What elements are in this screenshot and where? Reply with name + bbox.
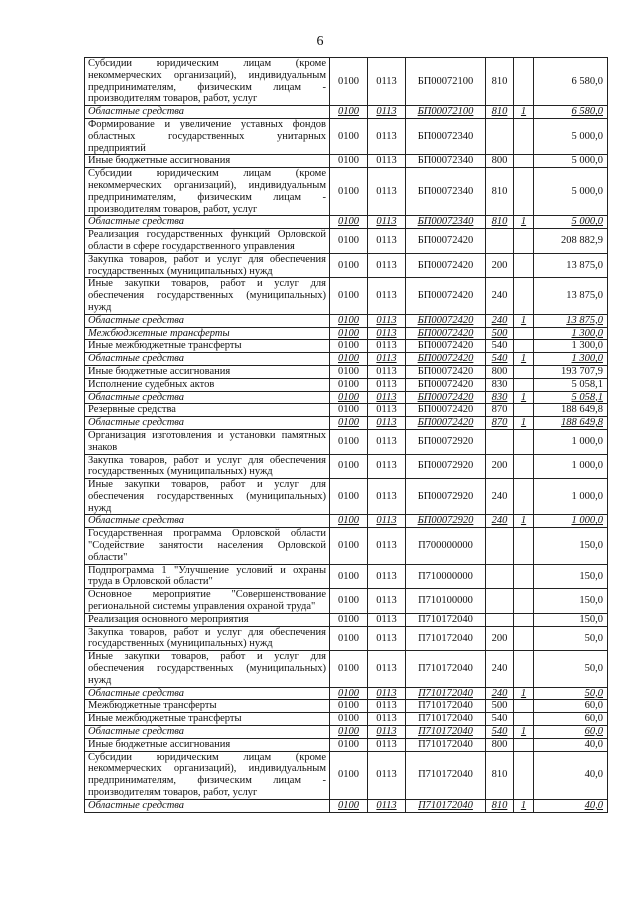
row-source-code: 1 [514, 216, 534, 229]
row-section-code: 0100 [330, 253, 368, 278]
row-expense-type-code: 830 [486, 391, 514, 404]
table-row [85, 327, 608, 340]
table-row [85, 155, 608, 168]
row-expense-type-code [486, 229, 514, 254]
row-expense-type-code [486, 118, 514, 154]
row-expense-type-code: 810 [486, 799, 514, 812]
row-amount: 150,0 [534, 528, 608, 564]
row-amount: 40,0 [534, 799, 608, 812]
row-expense-type-code: 240 [486, 314, 514, 327]
table-row [85, 726, 608, 739]
table-row [85, 106, 608, 119]
row-section-code: 0100 [330, 726, 368, 739]
row-expense-type-code: 870 [486, 404, 514, 417]
row-name: Субсидии юридическим лицам (кроме некоммерческих организаций), индивидуальным предпринимателям, физическим лицам - производителям товаров, работ, услуг [85, 751, 330, 799]
row-expense-type-code: 240 [486, 278, 514, 314]
row-section-code: 0100 [330, 454, 368, 479]
row-source-code [514, 168, 534, 216]
row-section-code: 0100 [330, 626, 368, 651]
row-section-code: 0100 [330, 589, 368, 614]
row-name: Реализация основного мероприятия [85, 613, 330, 626]
row-target-article-code: П710172040 [406, 700, 486, 713]
row-name: Иные бюджетные ассигнования [85, 155, 330, 168]
row-amount: 188 649,8 [534, 404, 608, 417]
row-target-article-code: П710172040 [406, 651, 486, 687]
row-expense-type-code: 240 [486, 515, 514, 528]
row-section-code: 0100 [330, 515, 368, 528]
row-source-code [514, 278, 534, 314]
row-amount: 60,0 [534, 726, 608, 739]
row-name: Субсидии юридическим лицам (кроме некоммерческих организаций), индивидуальным предпринимателям, физическим лицам - производителям товаров, работ, услуг [85, 58, 330, 106]
row-subsection-code: 0113 [368, 229, 406, 254]
row-target-article-code: БП00072420 [406, 314, 486, 327]
row-subsection-code: 0113 [368, 700, 406, 713]
row-expense-type-code [486, 613, 514, 626]
row-amount: 208 882,9 [534, 229, 608, 254]
row-source-code: 1 [514, 515, 534, 528]
row-name: Иные закупки товаров, работ и услуг для обеспечения государственных (муниципальных) нужд [85, 651, 330, 687]
row-section-code: 0100 [330, 687, 368, 700]
row-source-code [514, 229, 534, 254]
row-expense-type-code: 830 [486, 378, 514, 391]
row-section-code: 0100 [330, 799, 368, 812]
row-source-code [514, 713, 534, 726]
row-name: Областные средства [85, 687, 330, 700]
table-row [85, 278, 608, 314]
row-target-article-code: П710000000 [406, 564, 486, 589]
row-source-code: 1 [514, 799, 534, 812]
row-target-article-code: БП00072420 [406, 404, 486, 417]
row-name: Областные средства [85, 515, 330, 528]
row-name: Иные межбюджетные трансферты [85, 713, 330, 726]
row-amount: 150,0 [534, 564, 608, 589]
row-name: Областные средства [85, 726, 330, 739]
row-amount: 1 000,0 [534, 479, 608, 515]
row-subsection-code: 0113 [368, 515, 406, 528]
row-subsection-code: 0113 [368, 687, 406, 700]
row-source-code [514, 564, 534, 589]
row-amount: 1 000,0 [534, 454, 608, 479]
row-subsection-code: 0113 [368, 314, 406, 327]
row-section-code: 0100 [330, 365, 368, 378]
row-source-code [514, 528, 534, 564]
row-name: Иные закупки товаров, работ и услуг для обеспечения государственных (муниципальных) нужд [85, 479, 330, 515]
table-row [85, 479, 608, 515]
table-row [85, 429, 608, 454]
row-target-article-code: П710172040 [406, 713, 486, 726]
row-name: Иные закупки товаров, работ и услуг для обеспечения государственных (муниципальных) нужд [85, 278, 330, 314]
table-row [85, 314, 608, 327]
row-subsection-code: 0113 [368, 118, 406, 154]
row-expense-type-code: 800 [486, 155, 514, 168]
row-section-code: 0100 [330, 417, 368, 430]
row-subsection-code: 0113 [368, 738, 406, 751]
row-amount: 1 300,0 [534, 340, 608, 353]
row-subsection-code: 0113 [368, 626, 406, 651]
row-amount: 5 000,0 [534, 155, 608, 168]
row-expense-type-code: 810 [486, 168, 514, 216]
table-row [85, 799, 608, 812]
row-expense-type-code: 200 [486, 454, 514, 479]
row-subsection-code: 0113 [368, 353, 406, 366]
row-expense-type-code: 810 [486, 216, 514, 229]
table-row [85, 365, 608, 378]
row-amount: 5 058,1 [534, 378, 608, 391]
table-row [85, 738, 608, 751]
row-amount: 40,0 [534, 751, 608, 799]
row-target-article-code: БП00072920 [406, 515, 486, 528]
row-source-code [514, 404, 534, 417]
row-subsection-code: 0113 [368, 58, 406, 106]
row-subsection-code: 0113 [368, 216, 406, 229]
row-name: Основное мероприятие "Совершенствование региональной системы управления охраной труда" [85, 589, 330, 614]
table-row [85, 700, 608, 713]
row-subsection-code: 0113 [368, 651, 406, 687]
row-subsection-code: 0113 [368, 378, 406, 391]
row-amount: 1 000,0 [534, 429, 608, 454]
table-row [85, 391, 608, 404]
row-target-article-code: БП00072420 [406, 340, 486, 353]
row-name: Иные межбюджетные трансферты [85, 340, 330, 353]
row-source-code [514, 651, 534, 687]
row-section-code: 0100 [330, 479, 368, 515]
row-amount: 50,0 [534, 651, 608, 687]
row-source-code: 1 [514, 687, 534, 700]
row-expense-type-code: 540 [486, 353, 514, 366]
row-target-article-code: БП00072920 [406, 429, 486, 454]
row-section-code: 0100 [330, 738, 368, 751]
row-name: Областные средства [85, 799, 330, 812]
row-target-article-code: БП00072100 [406, 58, 486, 106]
table-row [85, 168, 608, 216]
row-section-code: 0100 [330, 340, 368, 353]
row-subsection-code: 0113 [368, 429, 406, 454]
row-expense-type-code: 200 [486, 253, 514, 278]
row-section-code: 0100 [330, 106, 368, 119]
row-name: Иные бюджетные ассигнования [85, 365, 330, 378]
row-subsection-code: 0113 [368, 417, 406, 430]
row-subsection-code: 0113 [368, 391, 406, 404]
row-target-article-code: БП00072420 [406, 391, 486, 404]
row-name: Резервные средства [85, 404, 330, 417]
row-source-code [514, 700, 534, 713]
row-section-code: 0100 [330, 391, 368, 404]
row-target-article-code: П710172040 [406, 751, 486, 799]
row-subsection-code: 0113 [368, 253, 406, 278]
row-section-code: 0100 [330, 378, 368, 391]
row-expense-type-code: 800 [486, 365, 514, 378]
row-target-article-code: БП00072100 [406, 106, 486, 119]
row-subsection-code: 0113 [368, 365, 406, 378]
row-target-article-code: П710172040 [406, 799, 486, 812]
row-amount: 1 300,0 [534, 327, 608, 340]
row-subsection-code: 0113 [368, 528, 406, 564]
row-amount: 6 580,0 [534, 58, 608, 106]
row-amount: 6 580,0 [534, 106, 608, 119]
row-section-code: 0100 [330, 278, 368, 314]
row-amount: 188 649,8 [534, 417, 608, 430]
row-expense-type-code: 810 [486, 106, 514, 119]
row-name: Межбюджетные трансферты [85, 327, 330, 340]
row-section-code: 0100 [330, 216, 368, 229]
row-amount: 13 875,0 [534, 253, 608, 278]
table-row [85, 613, 608, 626]
row-source-code: 1 [514, 106, 534, 119]
row-amount: 150,0 [534, 589, 608, 614]
row-subsection-code: 0113 [368, 327, 406, 340]
row-source-code: 1 [514, 314, 534, 327]
row-section-code: 0100 [330, 229, 368, 254]
row-source-code [514, 479, 534, 515]
row-target-article-code: БП00072340 [406, 155, 486, 168]
row-expense-type-code [486, 564, 514, 589]
row-amount: 150,0 [534, 613, 608, 626]
row-target-article-code: БП00072920 [406, 479, 486, 515]
row-subsection-code: 0113 [368, 454, 406, 479]
row-section-code: 0100 [330, 327, 368, 340]
row-section-code: 0100 [330, 404, 368, 417]
table-row [85, 340, 608, 353]
row-target-article-code: П710172040 [406, 613, 486, 626]
row-name: Закупка товаров, работ и услуг для обеспечения государственных (муниципальных) нужд [85, 454, 330, 479]
budget-table [84, 57, 608, 813]
row-source-code [514, 118, 534, 154]
row-amount: 1 000,0 [534, 515, 608, 528]
row-target-article-code: БП00072420 [406, 353, 486, 366]
row-amount: 5 000,0 [534, 118, 608, 154]
row-name: Областные средства [85, 391, 330, 404]
row-source-code [514, 253, 534, 278]
row-name: Иные бюджетные ассигнования [85, 738, 330, 751]
row-subsection-code: 0113 [368, 799, 406, 812]
row-target-article-code: П710172040 [406, 738, 486, 751]
row-section-code: 0100 [330, 651, 368, 687]
table-row [85, 713, 608, 726]
row-amount: 50,0 [534, 687, 608, 700]
row-name: Межбюджетные трансферты [85, 700, 330, 713]
row-expense-type-code: 810 [486, 58, 514, 106]
row-source-code [514, 58, 534, 106]
row-target-article-code: БП00072420 [406, 365, 486, 378]
row-amount: 5 000,0 [534, 216, 608, 229]
table-row [85, 687, 608, 700]
table-row [85, 353, 608, 366]
row-subsection-code: 0113 [368, 106, 406, 119]
row-name: Областные средства [85, 314, 330, 327]
row-subsection-code: 0113 [368, 404, 406, 417]
row-target-article-code: П710100000 [406, 589, 486, 614]
row-source-code: 1 [514, 417, 534, 430]
row-source-code [514, 751, 534, 799]
row-amount: 13 875,0 [534, 278, 608, 314]
row-subsection-code: 0113 [368, 278, 406, 314]
row-subsection-code: 0113 [368, 479, 406, 515]
row-source-code: 1 [514, 353, 534, 366]
row-section-code: 0100 [330, 751, 368, 799]
table-row [85, 751, 608, 799]
row-expense-type-code: 500 [486, 327, 514, 340]
row-source-code: 1 [514, 726, 534, 739]
row-section-code: 0100 [330, 314, 368, 327]
row-source-code [514, 454, 534, 479]
row-subsection-code: 0113 [368, 726, 406, 739]
table-row [85, 454, 608, 479]
row-expense-type-code [486, 429, 514, 454]
row-expense-type-code: 540 [486, 713, 514, 726]
row-expense-type-code [486, 589, 514, 614]
row-target-article-code: П710172040 [406, 687, 486, 700]
row-target-article-code: БП00072420 [406, 229, 486, 254]
row-expense-type-code: 240 [486, 687, 514, 700]
row-section-code: 0100 [330, 700, 368, 713]
table-row [85, 564, 608, 589]
page-number: 6 [316, 34, 324, 49]
row-target-article-code: БП00072920 [406, 454, 486, 479]
row-target-article-code: БП00072340 [406, 216, 486, 229]
row-section-code: 0100 [330, 528, 368, 564]
row-section-code: 0100 [330, 58, 368, 106]
row-section-code: 0100 [330, 118, 368, 154]
row-expense-type-code: 870 [486, 417, 514, 430]
row-name: Субсидии юридическим лицам (кроме некоммерческих организаций), индивидуальным предпринимателям, физическим лицам - производителям товаров, работ, услуг [85, 168, 330, 216]
row-subsection-code: 0113 [368, 564, 406, 589]
row-name: Формирование и увеличение уставных фондов областных государственных унитарных предприятий [85, 118, 330, 154]
row-subsection-code: 0113 [368, 155, 406, 168]
row-amount: 60,0 [534, 713, 608, 726]
row-source-code [514, 429, 534, 454]
row-expense-type-code: 200 [486, 626, 514, 651]
row-section-code: 0100 [330, 429, 368, 454]
row-target-article-code: П710172040 [406, 626, 486, 651]
table-row [85, 253, 608, 278]
row-source-code [514, 365, 534, 378]
row-source-code [514, 613, 534, 626]
row-name: Областные средства [85, 106, 330, 119]
row-amount: 1 300,0 [534, 353, 608, 366]
row-target-article-code: П700000000 [406, 528, 486, 564]
row-expense-type-code: 810 [486, 751, 514, 799]
row-subsection-code: 0113 [368, 751, 406, 799]
row-section-code: 0100 [330, 353, 368, 366]
row-subsection-code: 0113 [368, 589, 406, 614]
row-name: Областные средства [85, 216, 330, 229]
table-row [85, 229, 608, 254]
row-amount: 193 707,9 [534, 365, 608, 378]
table-row [85, 589, 608, 614]
row-expense-type-code [486, 528, 514, 564]
table-row [85, 378, 608, 391]
row-name: Областные средства [85, 417, 330, 430]
row-target-article-code: БП00072420 [406, 378, 486, 391]
row-section-code: 0100 [330, 713, 368, 726]
row-target-article-code: БП00072420 [406, 327, 486, 340]
row-target-article-code: БП00072420 [406, 253, 486, 278]
table-row [85, 417, 608, 430]
row-target-article-code: БП00072340 [406, 118, 486, 154]
table-row [85, 626, 608, 651]
row-amount: 5 058,1 [534, 391, 608, 404]
row-name: Государственная программа Орловской области "Содействие занятости населения Орловской области" [85, 528, 330, 564]
row-subsection-code: 0113 [368, 340, 406, 353]
row-expense-type-code: 800 [486, 738, 514, 751]
row-section-code: 0100 [330, 168, 368, 216]
row-section-code: 0100 [330, 613, 368, 626]
table-row [85, 216, 608, 229]
row-amount: 50,0 [534, 626, 608, 651]
row-amount: 13 875,0 [534, 314, 608, 327]
table-row [85, 58, 608, 106]
table-row [85, 528, 608, 564]
table-row [85, 515, 608, 528]
row-source-code [514, 378, 534, 391]
row-name: Закупка товаров, работ и услуг для обеспечения государственных (муниципальных) нужд [85, 626, 330, 651]
table-row [85, 404, 608, 417]
row-target-article-code: БП00072420 [406, 278, 486, 314]
row-name: Реализация государственных функций Орловской области в сфере государственного управления [85, 229, 330, 254]
row-name: Закупка товаров, работ и услуг для обеспечения государственных (муниципальных) нужд [85, 253, 330, 278]
row-name: Областные средства [85, 353, 330, 366]
row-amount: 40,0 [534, 738, 608, 751]
row-name: Исполнение судебных актов [85, 378, 330, 391]
row-section-code: 0100 [330, 155, 368, 168]
row-subsection-code: 0113 [368, 613, 406, 626]
row-source-code [514, 626, 534, 651]
table-row [85, 118, 608, 154]
row-subsection-code: 0113 [368, 713, 406, 726]
row-expense-type-code: 540 [486, 726, 514, 739]
row-section-code: 0100 [330, 564, 368, 589]
row-expense-type-code: 240 [486, 479, 514, 515]
row-source-code [514, 340, 534, 353]
row-source-code: 1 [514, 391, 534, 404]
row-amount: 5 000,0 [534, 168, 608, 216]
row-target-article-code: БП00072420 [406, 417, 486, 430]
row-source-code [514, 327, 534, 340]
row-amount: 60,0 [534, 700, 608, 713]
row-expense-type-code: 240 [486, 651, 514, 687]
row-source-code [514, 738, 534, 751]
row-target-article-code: П710172040 [406, 726, 486, 739]
row-subsection-code: 0113 [368, 168, 406, 216]
row-name: Организация изготовления и установки памятных знаков [85, 429, 330, 454]
row-source-code [514, 589, 534, 614]
row-expense-type-code: 540 [486, 340, 514, 353]
table-row [85, 651, 608, 687]
row-source-code [514, 155, 534, 168]
row-name: Подпрограмма 1 "Улучшение условий и охраны труда в Орловской области" [85, 564, 330, 589]
row-expense-type-code: 500 [486, 700, 514, 713]
row-target-article-code: БП00072340 [406, 168, 486, 216]
